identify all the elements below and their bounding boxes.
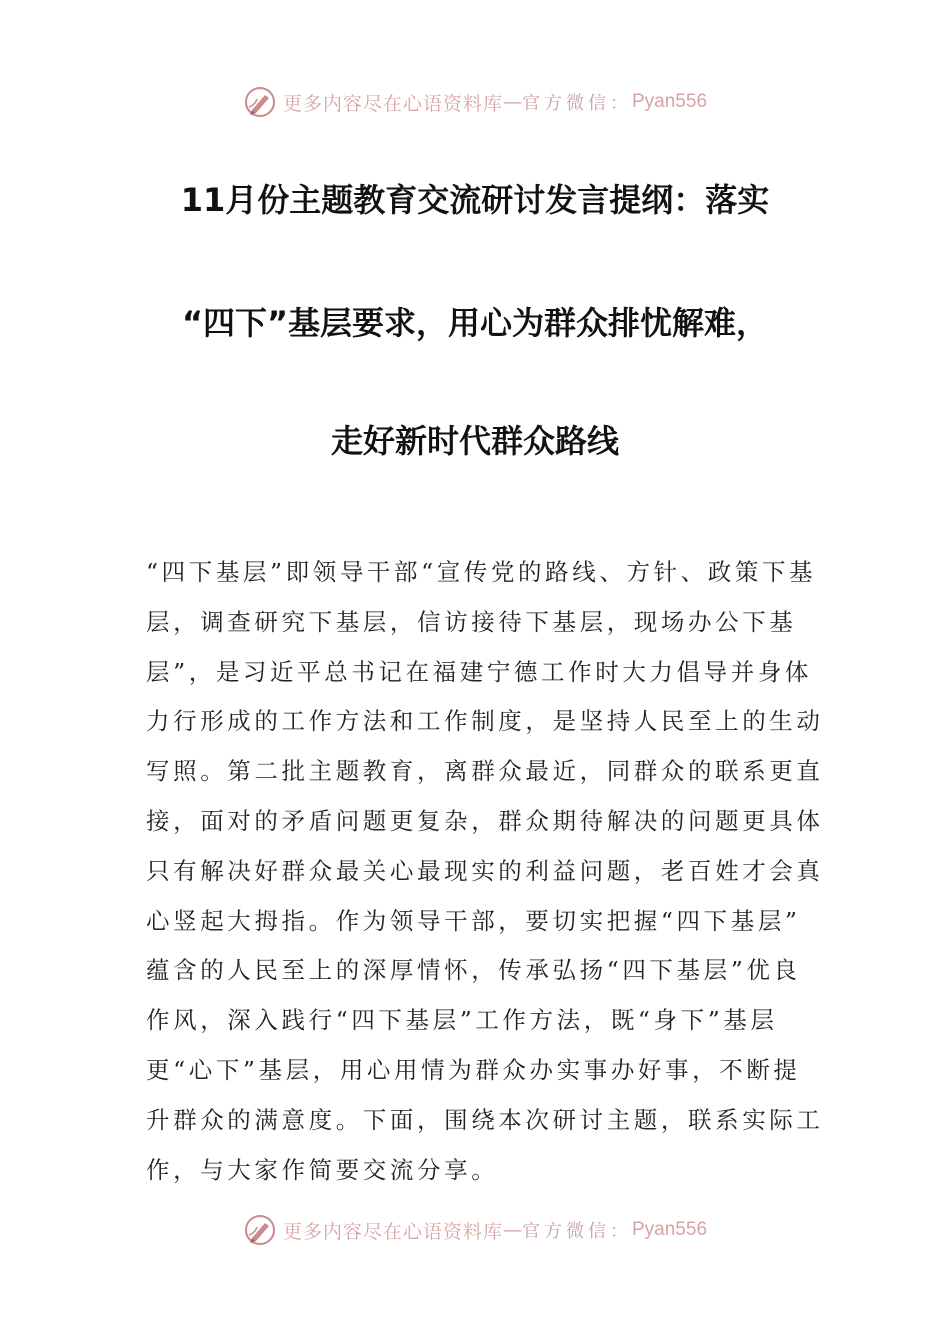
title-line-3: 走好新时代群众路线 xyxy=(330,422,619,460)
footer-banner-separator: — xyxy=(503,1219,522,1241)
title-line-1: 11月份主题教育交流研讨发言提纲：落实 xyxy=(180,181,770,219)
header-banner xyxy=(0,82,950,122)
header-banner-separator: — xyxy=(503,91,522,113)
paragraph-line: 作，与大家作简要交流分享。 xyxy=(146,1155,499,1184)
pen-logo-icon xyxy=(243,1213,277,1247)
header-banner-content xyxy=(243,85,707,119)
footer-banner xyxy=(0,1210,950,1250)
paragraph-line: 层，调查研究下基层，信访接待下基层，现场办公下基 xyxy=(146,607,797,636)
header-banner-text: 更多内容尽在心语资料库 xyxy=(282,92,503,115)
header-wechat-label: 官方微信： xyxy=(522,93,632,114)
paragraph-line: 作风，深入践行“四下基层”工作方法，既“身下”基层 xyxy=(146,1006,778,1035)
paragraph-line: 蕴含的人民至上的深厚情怀，传承弘扬“四下基层”优良 xyxy=(146,956,801,985)
pen-logo-icon xyxy=(243,85,277,119)
paragraph-line: 更“心下”基层，用心用情为群众办实事办好事，不断提 xyxy=(146,1055,801,1084)
body-paragraph xyxy=(146,548,824,1195)
paragraph-line: 心竖起大拇指。作为领导干部，要切实把握“四下基层” xyxy=(146,906,801,935)
footer-banner-text: 更多内容尽在心语资料库 xyxy=(282,1220,503,1243)
paragraph-line: “四下基层”即领导干部“宣传党的路线、方针、政策下基 xyxy=(146,558,817,586)
paragraph-line: 接，面对的矛盾问题更复杂，群众期待解决的问题更具体 xyxy=(146,806,824,835)
paragraph-line: 升群众的满意度。下面，围绕本次研讨主题，联系实际工 xyxy=(146,1105,824,1134)
footer-wechat-label: 官方微信： xyxy=(522,1221,632,1242)
paragraph-line: 层”，是习近平总书记在福建宁德工作时大力倡导并身体 xyxy=(146,657,813,686)
paragraph-line: 写照。第二批主题教育，离群众最近，同群众的联系更直 xyxy=(146,757,824,786)
footer-banner-content xyxy=(243,1213,707,1247)
paragraph-line: 只有解决好群众最关心最现实的利益问题，老百姓才会真 xyxy=(146,856,824,885)
footer-wechat-id: Pyan556 xyxy=(632,1219,708,1240)
paragraph-line: 力行形成的工作方法和工作制度，是坚持人民至上的生动 xyxy=(146,707,824,736)
title-line-2: “四下”基层要求，用心为群众排忧解难， xyxy=(181,304,769,342)
header-wechat-id: Pyan556 xyxy=(632,91,708,112)
